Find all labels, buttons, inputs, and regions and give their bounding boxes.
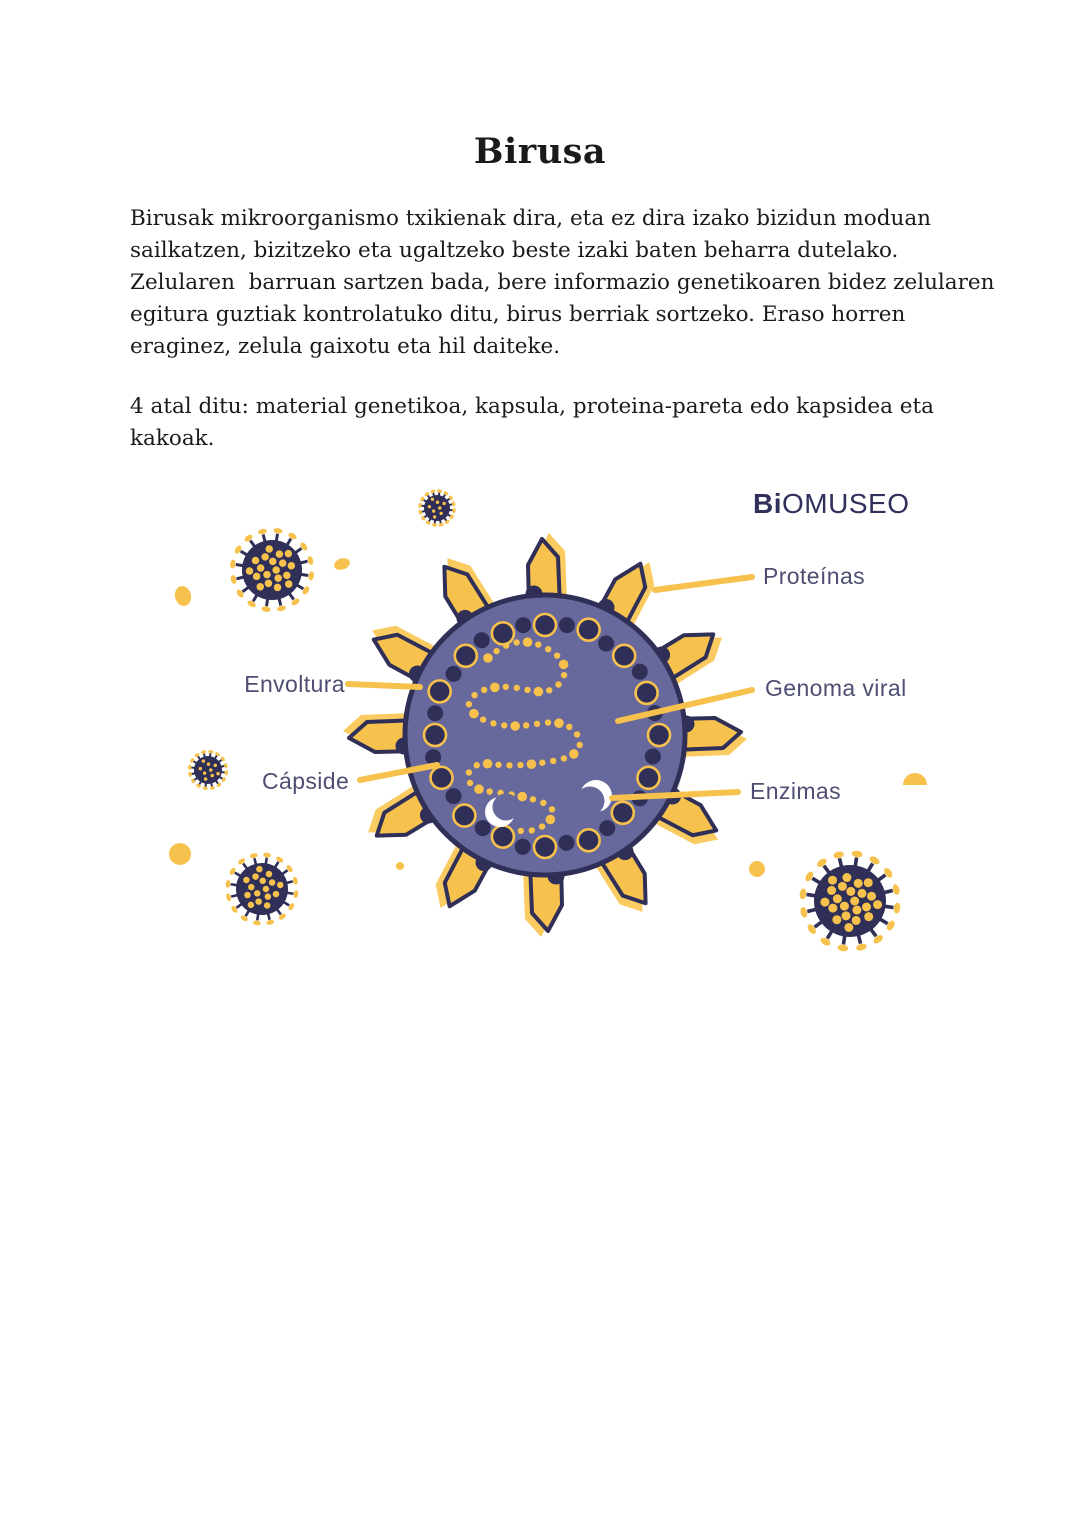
biomuseo-logo xyxy=(753,488,909,520)
page-title: Birusa xyxy=(473,131,607,172)
coronavirus-icon xyxy=(418,489,456,527)
text-line: 4 atal ditu: material genetikoa, kapsula, proteina-pareta edo kapsidea eta xyxy=(130,394,934,419)
text-line: Zelularen barruan sartzen bada, bere informazio genetikoaren bidez zelularen xyxy=(130,270,995,295)
coronavirus-icon xyxy=(799,850,901,952)
virus-diagram-canvas xyxy=(120,478,980,983)
coronavirus-icon xyxy=(225,852,299,926)
text-line: eraginez, zelula gaixotu eta hil daiteke. xyxy=(130,334,561,359)
text-line: sailkatzen, bizitzeko eta ugaltzeko beste izaki baten beharra dutelako. xyxy=(130,238,899,263)
coronavirus-icon xyxy=(188,750,229,791)
label-enzimas: Enzimas xyxy=(750,778,841,804)
logo-part-b: B xyxy=(753,488,774,519)
envoltura-leader-line xyxy=(348,684,420,687)
half-dome-blob xyxy=(903,773,927,785)
logo-part-rest: OMUSEO xyxy=(782,488,910,519)
label-proteinas: Proteínas xyxy=(763,563,866,589)
label-envoltura: Envoltura xyxy=(244,671,345,697)
logo-part-i: i xyxy=(773,488,783,519)
proteinas-leader-line xyxy=(655,577,752,590)
text-line: Birusak mikroorganismo txikienak dira, eta ez dira izako bizidun moduan xyxy=(130,206,931,231)
paragraph-parts xyxy=(130,391,970,455)
text-line: kakoak. xyxy=(130,426,215,451)
label-capside: Cápside xyxy=(262,768,350,794)
virus-cross-section xyxy=(343,533,747,937)
coronavirus-icon xyxy=(230,528,315,613)
text-line: egitura guztiak kontrolatuko ditu, birus berriak sortzeko. Eraso horren xyxy=(130,302,906,327)
virus-diagram xyxy=(120,478,980,983)
paragraph-intro xyxy=(130,203,995,363)
label-genoma-viral: Genoma viral xyxy=(765,675,907,701)
